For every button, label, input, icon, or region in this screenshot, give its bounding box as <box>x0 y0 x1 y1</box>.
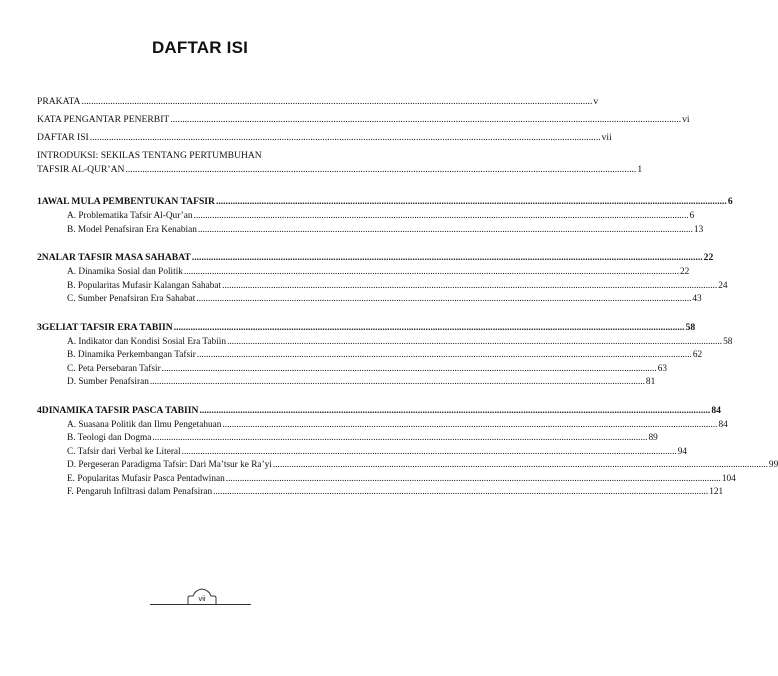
dot-leader <box>170 114 681 125</box>
subentry-page: 58 <box>723 336 733 347</box>
subentry-title: A. Dinamika Sosial dan Politik <box>67 267 183 277</box>
chapter-heading[interactable] <box>37 252 714 267</box>
toc-subentry[interactable] <box>67 224 704 239</box>
subentry-page: 22 <box>680 267 690 277</box>
dot-leader <box>194 211 689 221</box>
toc-entry-title: PRAKATA <box>37 96 81 107</box>
chapter-title: AWAL MULA PEMBENTUKAN TAFSIR <box>41 196 215 207</box>
subentry-page: 104 <box>721 473 736 484</box>
chapter-number: 4 <box>37 404 42 416</box>
chapter-title: GELIAT TAFSIR ERA TABIIN <box>41 321 173 333</box>
toc-entry-introduksi[interactable] <box>37 150 643 182</box>
toc-subentry[interactable] <box>67 336 733 351</box>
toc-entry-page: vii <box>601 132 612 143</box>
subentry-title: E. Popularitas Mufasir Pasca Pentadwinan <box>67 473 225 484</box>
toc-subentry[interactable] <box>67 487 724 501</box>
toc-entry-daftar-isi[interactable] <box>37 132 612 150</box>
dot-leader <box>162 364 657 374</box>
subentry-title: A. Indikator dan Kondisi Sosial Era Tabiin <box>67 336 227 347</box>
subentry-page: 81 <box>645 377 656 387</box>
chapter-page: 58 <box>685 321 696 333</box>
dot-leader <box>184 267 679 277</box>
toc-entry-title-line2: TAFSIR AL-QUR’AN <box>37 164 125 175</box>
subentry-page: 94 <box>677 446 687 457</box>
toc-entry-prakata[interactable] <box>37 96 599 114</box>
subentry-page: 6 <box>689 211 695 221</box>
dot-leader <box>222 420 717 430</box>
subentry-page: 84 <box>718 419 728 430</box>
toc-subentry[interactable] <box>67 267 690 281</box>
dot-leader <box>152 433 647 443</box>
dot-leader <box>196 294 691 304</box>
chapter-number: 3 <box>37 321 42 333</box>
toc-subentry[interactable] <box>67 446 687 461</box>
subentry-title: C. Sumber Penafsiran Era Sahabat <box>67 294 196 304</box>
subentry-page: 43 <box>692 294 702 304</box>
subentry-page: 63 <box>657 363 668 374</box>
subentry-page: 24 <box>718 280 728 291</box>
dot-leader <box>226 474 721 484</box>
toc-subentry[interactable] <box>67 211 695 225</box>
dot-leader <box>216 196 727 207</box>
dot-leader <box>125 164 636 175</box>
toc-entry-page: 1 <box>637 164 643 175</box>
toc-subentry[interactable] <box>67 350 703 364</box>
dot-leader <box>273 460 768 470</box>
chapter-1 <box>37 196 733 238</box>
subentry-title: B. Dinamika Perkembangan Tafsir <box>67 350 196 360</box>
dot-leader <box>222 281 717 291</box>
chapter-page: 6 <box>727 196 733 207</box>
subentry-title: D. Sumber Penafsiran <box>67 377 149 387</box>
page-footer <box>0 585 400 615</box>
subentry-title: B. Popularitas Mufasir Kalangan Sahabat <box>67 280 222 291</box>
toc-subentry[interactable] <box>67 473 736 488</box>
toc-subentry[interactable] <box>67 377 656 391</box>
chapter-heading[interactable] <box>37 196 733 211</box>
dot-leader <box>81 96 592 107</box>
subentry-title: A. Suasana Politik dan Ilmu Pengetahuan <box>67 419 222 430</box>
subentry-title: C. Peta Persebaran Tafsir <box>67 363 161 374</box>
toc-entry-kata-pengantar[interactable] <box>37 114 690 132</box>
subentry-title: B. Model Penafsiran Era Kenabian <box>67 224 197 235</box>
chapter-page: 84 <box>711 404 721 416</box>
subentry-page: 62 <box>692 350 703 360</box>
toc-subentry[interactable] <box>67 433 658 447</box>
toc-entry-page: vi <box>682 114 690 125</box>
dot-leader <box>150 377 645 387</box>
chapter-3 <box>37 321 733 391</box>
chapter-number: 2 <box>37 252 42 263</box>
page-title: DAFTAR ISI <box>151 38 249 57</box>
toc-subentry[interactable] <box>67 363 668 378</box>
subentry-title: F. Pengaruh Infiltrasi dalam Penafsiran <box>67 487 213 497</box>
dot-leader <box>182 447 677 457</box>
subentry-page: 99 <box>768 460 778 470</box>
toc-entry-title: DAFTAR ISI <box>37 132 89 143</box>
toc-subentry[interactable] <box>67 460 778 474</box>
subentry-page: 89 <box>648 433 658 443</box>
page-number: vii <box>198 594 206 603</box>
toc-subentry[interactable] <box>67 419 728 434</box>
dot-leader <box>199 405 710 416</box>
subentry-page: 121 <box>709 487 724 497</box>
subentry-title: C. Tafsir dari Verbal ke Literal <box>67 446 181 457</box>
front-matter <box>37 96 690 182</box>
dot-leader <box>192 252 703 263</box>
dot-leader <box>227 337 722 347</box>
chapter-heading[interactable] <box>37 321 696 337</box>
toc-entry-title-line1: INTRODUKSI: SEKILAS TENTANG PERTUMBUHAN <box>37 150 262 161</box>
toc-subentry[interactable] <box>67 294 702 308</box>
chapter-title: NALAR TAFSIR MASA SAHABAT <box>41 252 191 263</box>
table-of-contents <box>37 96 778 501</box>
subentry-title: B. Teologi dan Dogma <box>67 433 152 443</box>
chapter-number: 1 <box>37 196 42 207</box>
chapter-2 <box>37 252 728 308</box>
dot-leader <box>90 132 601 143</box>
toc-subentry[interactable] <box>67 280 728 295</box>
dot-leader <box>198 225 693 235</box>
toc-entry-title: KATA PENGANTAR PENERBIT <box>37 114 170 125</box>
chapter-page: 22 <box>703 252 714 263</box>
chapter-4 <box>37 404 778 501</box>
dot-leader <box>174 322 685 333</box>
subentry-page: 13 <box>693 224 704 235</box>
subentry-title: A. Problematika Tafsir Al-Qur’an <box>67 211 193 221</box>
dot-leader <box>197 350 692 360</box>
chapter-heading[interactable] <box>37 404 721 420</box>
toc-entry-page: v <box>593 96 599 107</box>
dot-leader <box>213 487 708 497</box>
chapter-title: DINAMIKA TAFSIR PASCA TABIIN <box>41 404 199 416</box>
subentry-title: D. Pergeseran Paradigma Tafsir: Dari Ma’tsur ke Ra’yi <box>67 460 272 470</box>
